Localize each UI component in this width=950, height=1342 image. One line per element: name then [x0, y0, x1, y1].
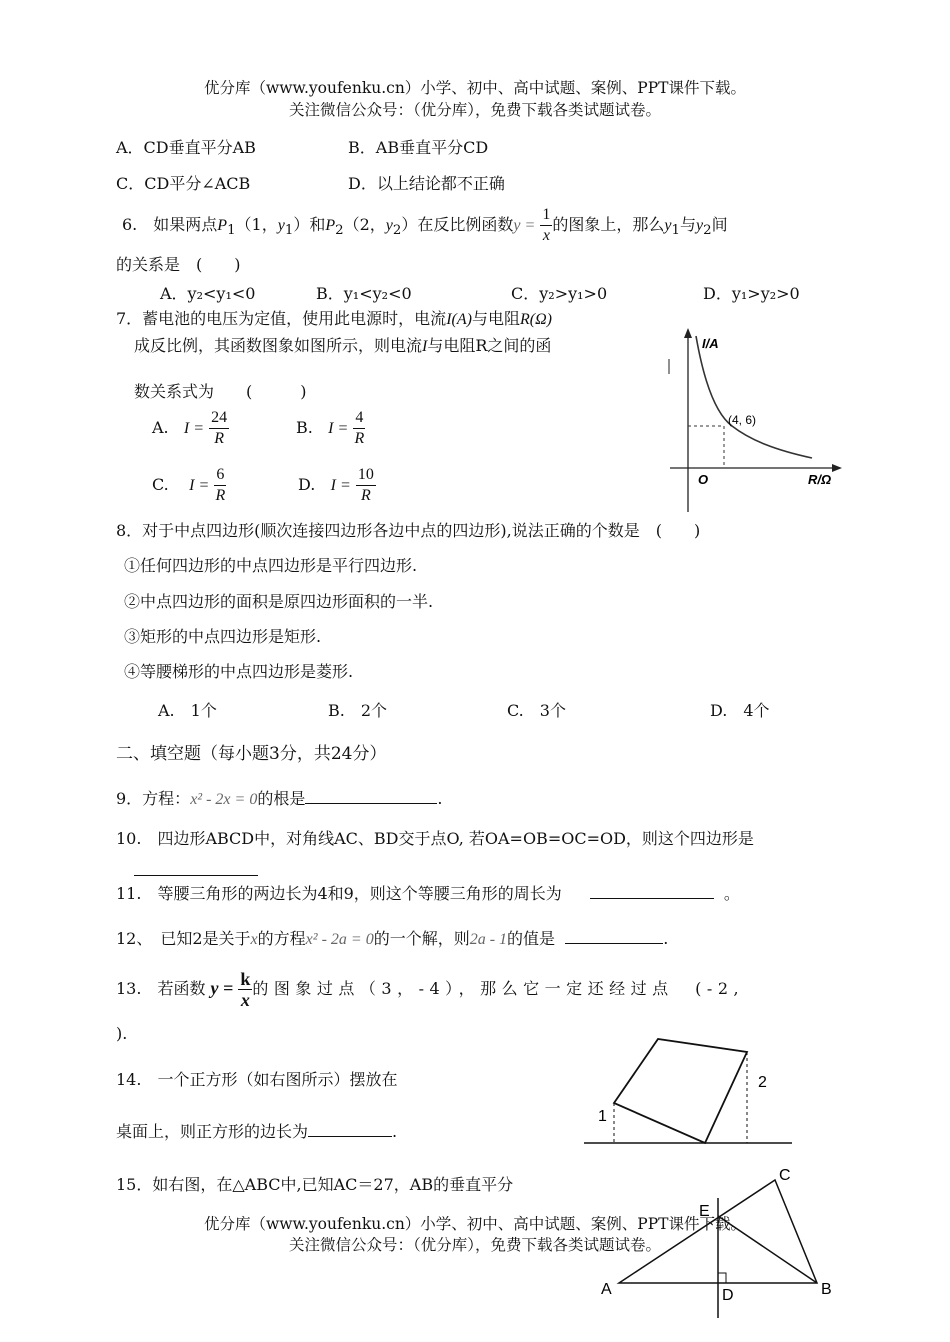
- q7-graph-x-label: R/Ω: [808, 472, 832, 487]
- q6-line-2: 的关系是 ( ): [116, 255, 241, 274]
- q7-line-1: 7．蓄电池的电压为定值，使用此电源时，电流I(A)与电阻R(Ω): [116, 309, 552, 328]
- q12: 12、 已知2是关于x的方程x² - 2a = 0的一个解，则2a - 1的值是 .: [116, 929, 669, 948]
- q5-option-a: A．CD垂直平分AB: [116, 138, 256, 157]
- header-line-1: 优分库（www.youfenku.cn）小学、初中、高中试题、案例、PPT课件下载。: [203, 79, 747, 97]
- q8-option-d: D. 4个: [710, 701, 770, 720]
- q9-answer-blank[interactable]: [305, 803, 437, 804]
- q15-label-c: C: [779, 1167, 791, 1184]
- q15-label-b: B: [821, 1281, 832, 1298]
- q7-graph-curve: [696, 336, 812, 458]
- q13: 13. 若函数 y = $\frac{k}{x}$ 的图象过点（3，-4），那么它一定还经过点 (-2,: [116, 969, 745, 1010]
- q7-option-a: A. I = $\frac{24}{R}$: [152, 409, 228, 447]
- q14-line-1: 14. 一个正方形（如右图所示）摆放在: [116, 1070, 398, 1089]
- q7-graph-y-arrow: [684, 328, 692, 338]
- q8-option-b: B. 2个: [328, 701, 388, 720]
- header-line-2: 关注微信公众号：（优分库），免费下载各类试题试卷。: [288, 101, 661, 119]
- q6-option-d: D．y₁>y₂>0: [703, 284, 800, 303]
- q7-option-c: C. I = $\frac{6}{R}$: [152, 466, 226, 504]
- q15-right-angle-mark: [718, 1273, 726, 1283]
- q7-line-2: 成反比例，其函数图象如图所示，则电流I与电阻R之间的函: [134, 336, 552, 355]
- q6-option-c: C．y₂>y₁>0: [511, 284, 608, 303]
- q10-text: 10. 四边形ABCD中，对角线AC、BD交于点O, 若OA=OB=OC=OD，则这个四边形是: [116, 829, 754, 848]
- q5-option-d: D．以上结论都不正确: [348, 174, 505, 193]
- q7-line-3: 数关系式为 ( ): [134, 382, 307, 401]
- q8-item-1: ①任何四边形的中点四边形是平行四边形.: [124, 556, 418, 575]
- q5-option-c: C．CD平分∠ACB: [116, 174, 251, 193]
- q5-option-b: B．AB垂直平分CD: [348, 138, 489, 157]
- q15-label-d: D: [722, 1287, 734, 1304]
- q6-stem: 6. 如果两点$P_1(1$，$y_1$）和$P_2(2$，$y_2$）在反比例函数y = $\frac{1}{x}$ 的图象上，那么$y_1$与$y_2$间: [122, 206, 728, 244]
- q7-graph: [660, 326, 845, 516]
- q8-item-2: ②中点四边形的面积是原四边形面积的一半.: [124, 592, 434, 611]
- q14-figure: [580, 1036, 795, 1148]
- q8-option-c: C. 3个: [507, 701, 566, 720]
- footer-line-1: 优分库（www.youfenku.cn）小学、初中、高中试题、案例、PPT课件下载。: [203, 1215, 747, 1233]
- q7-graph-x-arrow: [832, 464, 842, 472]
- q14-right-height: 2: [758, 1074, 767, 1091]
- q12-answer-blank[interactable]: [565, 943, 663, 944]
- q15-label-a: A: [601, 1281, 612, 1298]
- footer-line-2: 关注微信公众号：（优分库），免费下载各类试题试卷。: [288, 1236, 661, 1254]
- q14-line-2: 桌面上，则正方形的边长为 .: [116, 1122, 398, 1141]
- q13-line-2: ).: [116, 1024, 128, 1043]
- q9: 9．方程：x² - 2x = 0的根是 .: [116, 789, 443, 808]
- section-2-title: 二、填空题（每小题3分，共24分）: [116, 744, 387, 764]
- q15-text: 15．如右图，在△ABC中,已知AC＝27，AB的垂直平分: [116, 1175, 514, 1194]
- q11-answer-blank[interactable]: [590, 898, 714, 899]
- q8-item-3: ③矩形的中点四边形是矩形.: [124, 627, 322, 646]
- q8-stem: 8．对于中点四边形(顺次连接四边形各边中点的四边形),说法正确的个数是 ( ): [116, 521, 701, 540]
- q10-answer-blank[interactable]: [134, 857, 258, 876]
- q7-option-d: D. I = $\frac{10}{R}$: [298, 466, 374, 504]
- q14-answer-blank[interactable]: [308, 1136, 392, 1137]
- q14-left-height: 1: [598, 1108, 607, 1125]
- q15-label-e: E: [699, 1203, 710, 1220]
- q6-fraction: $\frac{1}{x}$: [542, 206, 551, 244]
- q7-option-b: B. I = $\frac{4}{R}$: [296, 409, 365, 447]
- q7-graph-y-label: I/A: [702, 336, 719, 351]
- q8-item-4: ④等腰梯形的中点四边形是菱形.: [124, 662, 354, 681]
- q7-graph-origin: O: [698, 472, 709, 487]
- q8-option-a: A. 1个: [158, 701, 217, 720]
- q7-graph-point-label: (4, 6): [728, 413, 757, 427]
- q6-option-a: A．y₂<y₁<0: [160, 284, 256, 303]
- q14-square: [614, 1039, 747, 1143]
- q11: 11. 等腰三角形的两边长为4和9，则这个等腰三角形的周长为 。: [116, 884, 740, 903]
- q6-option-b: B．y₁<y₂<0: [316, 284, 412, 303]
